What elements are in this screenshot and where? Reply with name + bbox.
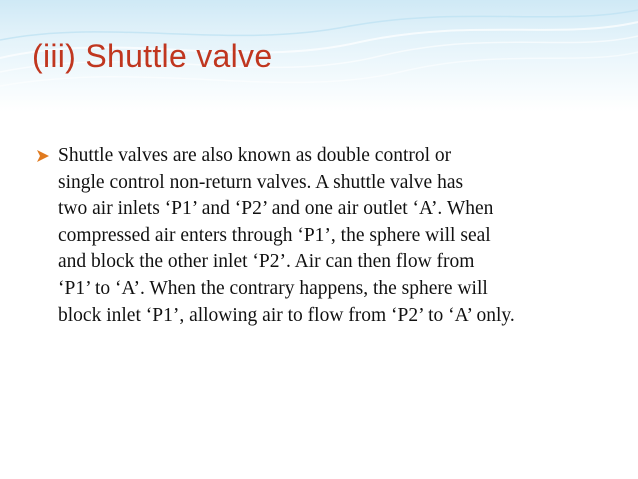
text-line: and block the other inlet ‘P2’. Air can then flow from bbox=[58, 251, 475, 273]
text-line: Shuttle valves are also known as double control or bbox=[58, 145, 452, 166]
arrowhead-bullet-icon bbox=[36, 149, 50, 163]
text-line: ‘P1’ to ‘A’. When the contrary happens, the sphere will bbox=[58, 277, 488, 299]
text-line: compressed air enters through ‘P1’, the sphere will seal bbox=[58, 224, 491, 246]
text-line: single control non-return valves. A shuttle valve has bbox=[58, 171, 464, 193]
text-line: block inlet ‘P1’, allowing air to flow from ‘P2’ to ‘A’ only. bbox=[58, 304, 515, 326]
bullet-text bbox=[58, 143, 616, 329]
text-line: two air inlets ‘P1’ and ‘P2’ and one air outlet ‘A’. When bbox=[58, 198, 494, 220]
body-paragraph bbox=[36, 143, 616, 329]
list-item bbox=[36, 143, 616, 329]
page-title: (iii) Shuttle valve bbox=[32, 38, 273, 74]
